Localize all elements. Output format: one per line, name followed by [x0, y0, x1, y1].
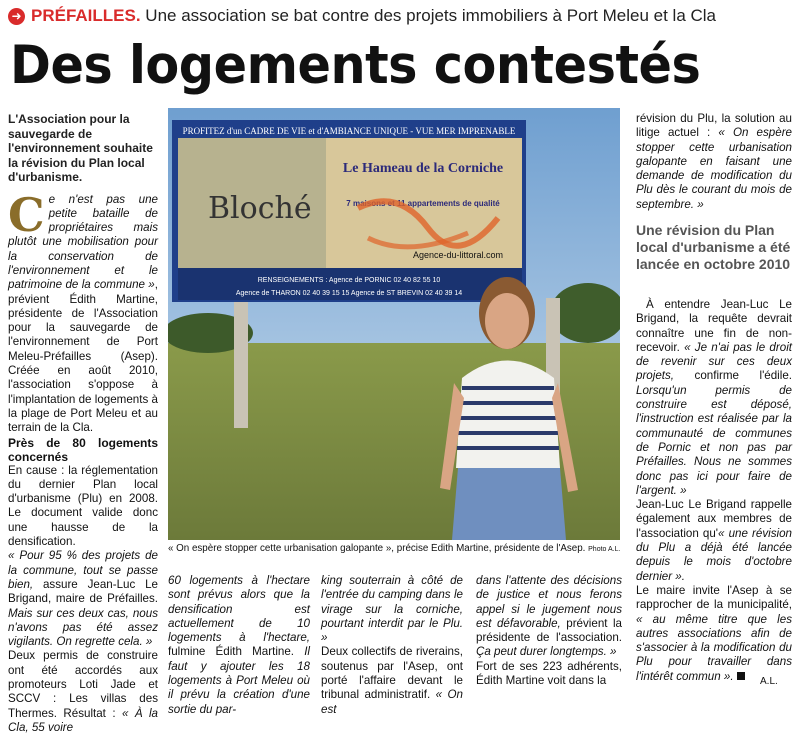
author-signature: A.L. [760, 676, 778, 687]
column-5-top [636, 112, 792, 212]
graffiti: Bloché [208, 191, 312, 226]
lede: L'Association pour la sauvegarde de l'environnement souhaite la révision du Plan local d'urbanisme. [8, 112, 153, 184]
photo-caption [168, 543, 623, 554]
sign-units: 7 maisons et 11 appartements de qualité [346, 199, 500, 208]
sign-agency: Agence-du-littoral.com [412, 250, 504, 260]
sign-name: Le Hameau de la Corniche [342, 161, 504, 176]
column-2 [168, 574, 310, 717]
column-5-bottom [636, 298, 792, 684]
quote: king souterrain à côté de l'entrée du camping dans le virage sur la corniche, pourtant interdit par le Plu. » [321, 574, 463, 645]
text: prévient la présidente de l'association. [476, 616, 622, 645]
kicker-text: Une association se bat contre des projets immobiliers à Port Meleu et la Cla [140, 6, 717, 25]
text: assure Jean-Luc Le Brigand, maire de Préfailles. [8, 577, 158, 606]
quote: « À la Cla, 55 voire [8, 706, 158, 734]
col1-paragraph-3 [8, 649, 158, 735]
quote: 60 logements à l'hectare sont prévus alors que la densification est actuellement de 10 logements à l'hectare, [168, 574, 310, 645]
headline: Des logements contestés [10, 35, 701, 96]
subhead: Près de 80 logements concernés [8, 435, 158, 464]
caption-text: « On espère stopper cette urbanisation galopante », précise Édith Martine, présidente de l'Asep. [168, 543, 586, 554]
text: En cause : la réglementation du dernier Plan local d'urbanisme (Plu) en 2008. Le document valide donc une hausse de la densification. [8, 463, 158, 549]
kicker-place: PRÉFAILLES. [31, 6, 141, 25]
quote: dans l'attente des décisions de justice et nous ferons appel si le jugement nous est défavorable, [476, 574, 622, 630]
quote: « Pour 95 % des projets de la commune, tout se passe bien, [8, 549, 158, 591]
article-kicker [8, 6, 792, 32]
intro-paragraph [8, 187, 158, 436]
text: Jean-Luc Le Brigand rappelle également aux membres de l'association qu' [636, 498, 792, 540]
col1-paragraph-2 [8, 464, 158, 650]
arrow-right-icon: ➜ [8, 8, 25, 25]
intro-quote: e n'est pas une petite bataille de propriétaires mais plutôt une mobilisation pour la conservation de l'environnement et le patrimoine de la commune » [8, 192, 158, 292]
quote: Il faut y ajouter les 18 logements à Port Meleu où il prévu la création d'une sortie du par- [168, 645, 310, 716]
dropcap: C [8, 187, 45, 242]
text: Deux permis de construire ont été accordés aux promoteurs Loti Jade et SCCV : Les villas des Thermes. Résultat : [8, 649, 158, 720]
text: fulmine Édith Martine. [168, 645, 295, 659]
intertitle: Une révision du Plan local d'urbanisme a été lancée en octobre 2010 [636, 222, 791, 272]
text: Le maire invite l'Asep à se rapprocher de la municipalité, [636, 583, 792, 612]
sign-phones: Agence de THARON 02 40 39 15 15 Agence de ST BREVIN 02 40 39 14 [235, 290, 463, 297]
text: confirme l'édile. [674, 369, 792, 383]
column-1 [8, 112, 158, 735]
article-photo [168, 108, 620, 540]
text: Deux collectifs de riverains, soutenus par l'Asep, ont porté l'affaire devant le tribunal administratif. [321, 645, 463, 702]
photo-illustration [168, 108, 620, 540]
quote: Mais sur ces deux cas, nous n'avons pas été assez vigilants. On regrette cela. » [8, 606, 158, 649]
quote: « On est [321, 688, 464, 716]
column-4 [476, 574, 622, 688]
text: À entendre Jean-Luc Le Brigand, la requête devrait connaître une fin de non-recevoir. [636, 298, 792, 354]
quote: « On espère stopper cette urbanisation galopante en faisant une demande de modification du Plu dès le courant du mois de septembre. » [636, 126, 793, 211]
sign-top-text: PROFITEZ d'un CADRE DE VIE et d'AMBIANCE UNIQUE - VUE MER IMPRENABLE [182, 126, 516, 136]
quote: « Je n'ai pas le droit de revenir sur ces deux projets, [636, 340, 792, 383]
sign-info: RENSEIGNEMENTS : Agence de PORNIC 02 40 82 55 10 [257, 277, 441, 284]
end-of-article-mark [737, 672, 745, 680]
quote: « au même titre que les autres associations afin de s'associer à la modification du Plu pour travailler dans l'intérêt commun ». [636, 612, 792, 683]
quote: Ça peut durer longtemps. » [476, 645, 617, 659]
photo-credit: Photo A.L. [588, 546, 621, 553]
text: révision du Plu, la solution au litige actuel : [636, 112, 792, 140]
intro-text: , prévient Édith Martine, présidente de l'Association pour la sauvegarde de l'environnement de Port Meleu-Préfailles (Asep). Créée en août 2010, l'association s'oppose à l'implantation de logements à la plage de Port Meleu et au terrain de la Cla. [8, 278, 158, 435]
column-3 [321, 574, 463, 717]
quote: Lorsqu'un permis de construire est déposé, l'instruction est réalisée par la communauté de communes de Pornic et non pas par Préfailles. Nous ne sommes donc pas ici pour faire de l'argent. » [636, 383, 792, 497]
text: Fort de ses 223 adhérents, Édith Martine voit dans la [476, 659, 622, 688]
quote: « une révision du Plu a déjà été lancée depuis le mois d'octobre dernier ». [636, 526, 793, 583]
